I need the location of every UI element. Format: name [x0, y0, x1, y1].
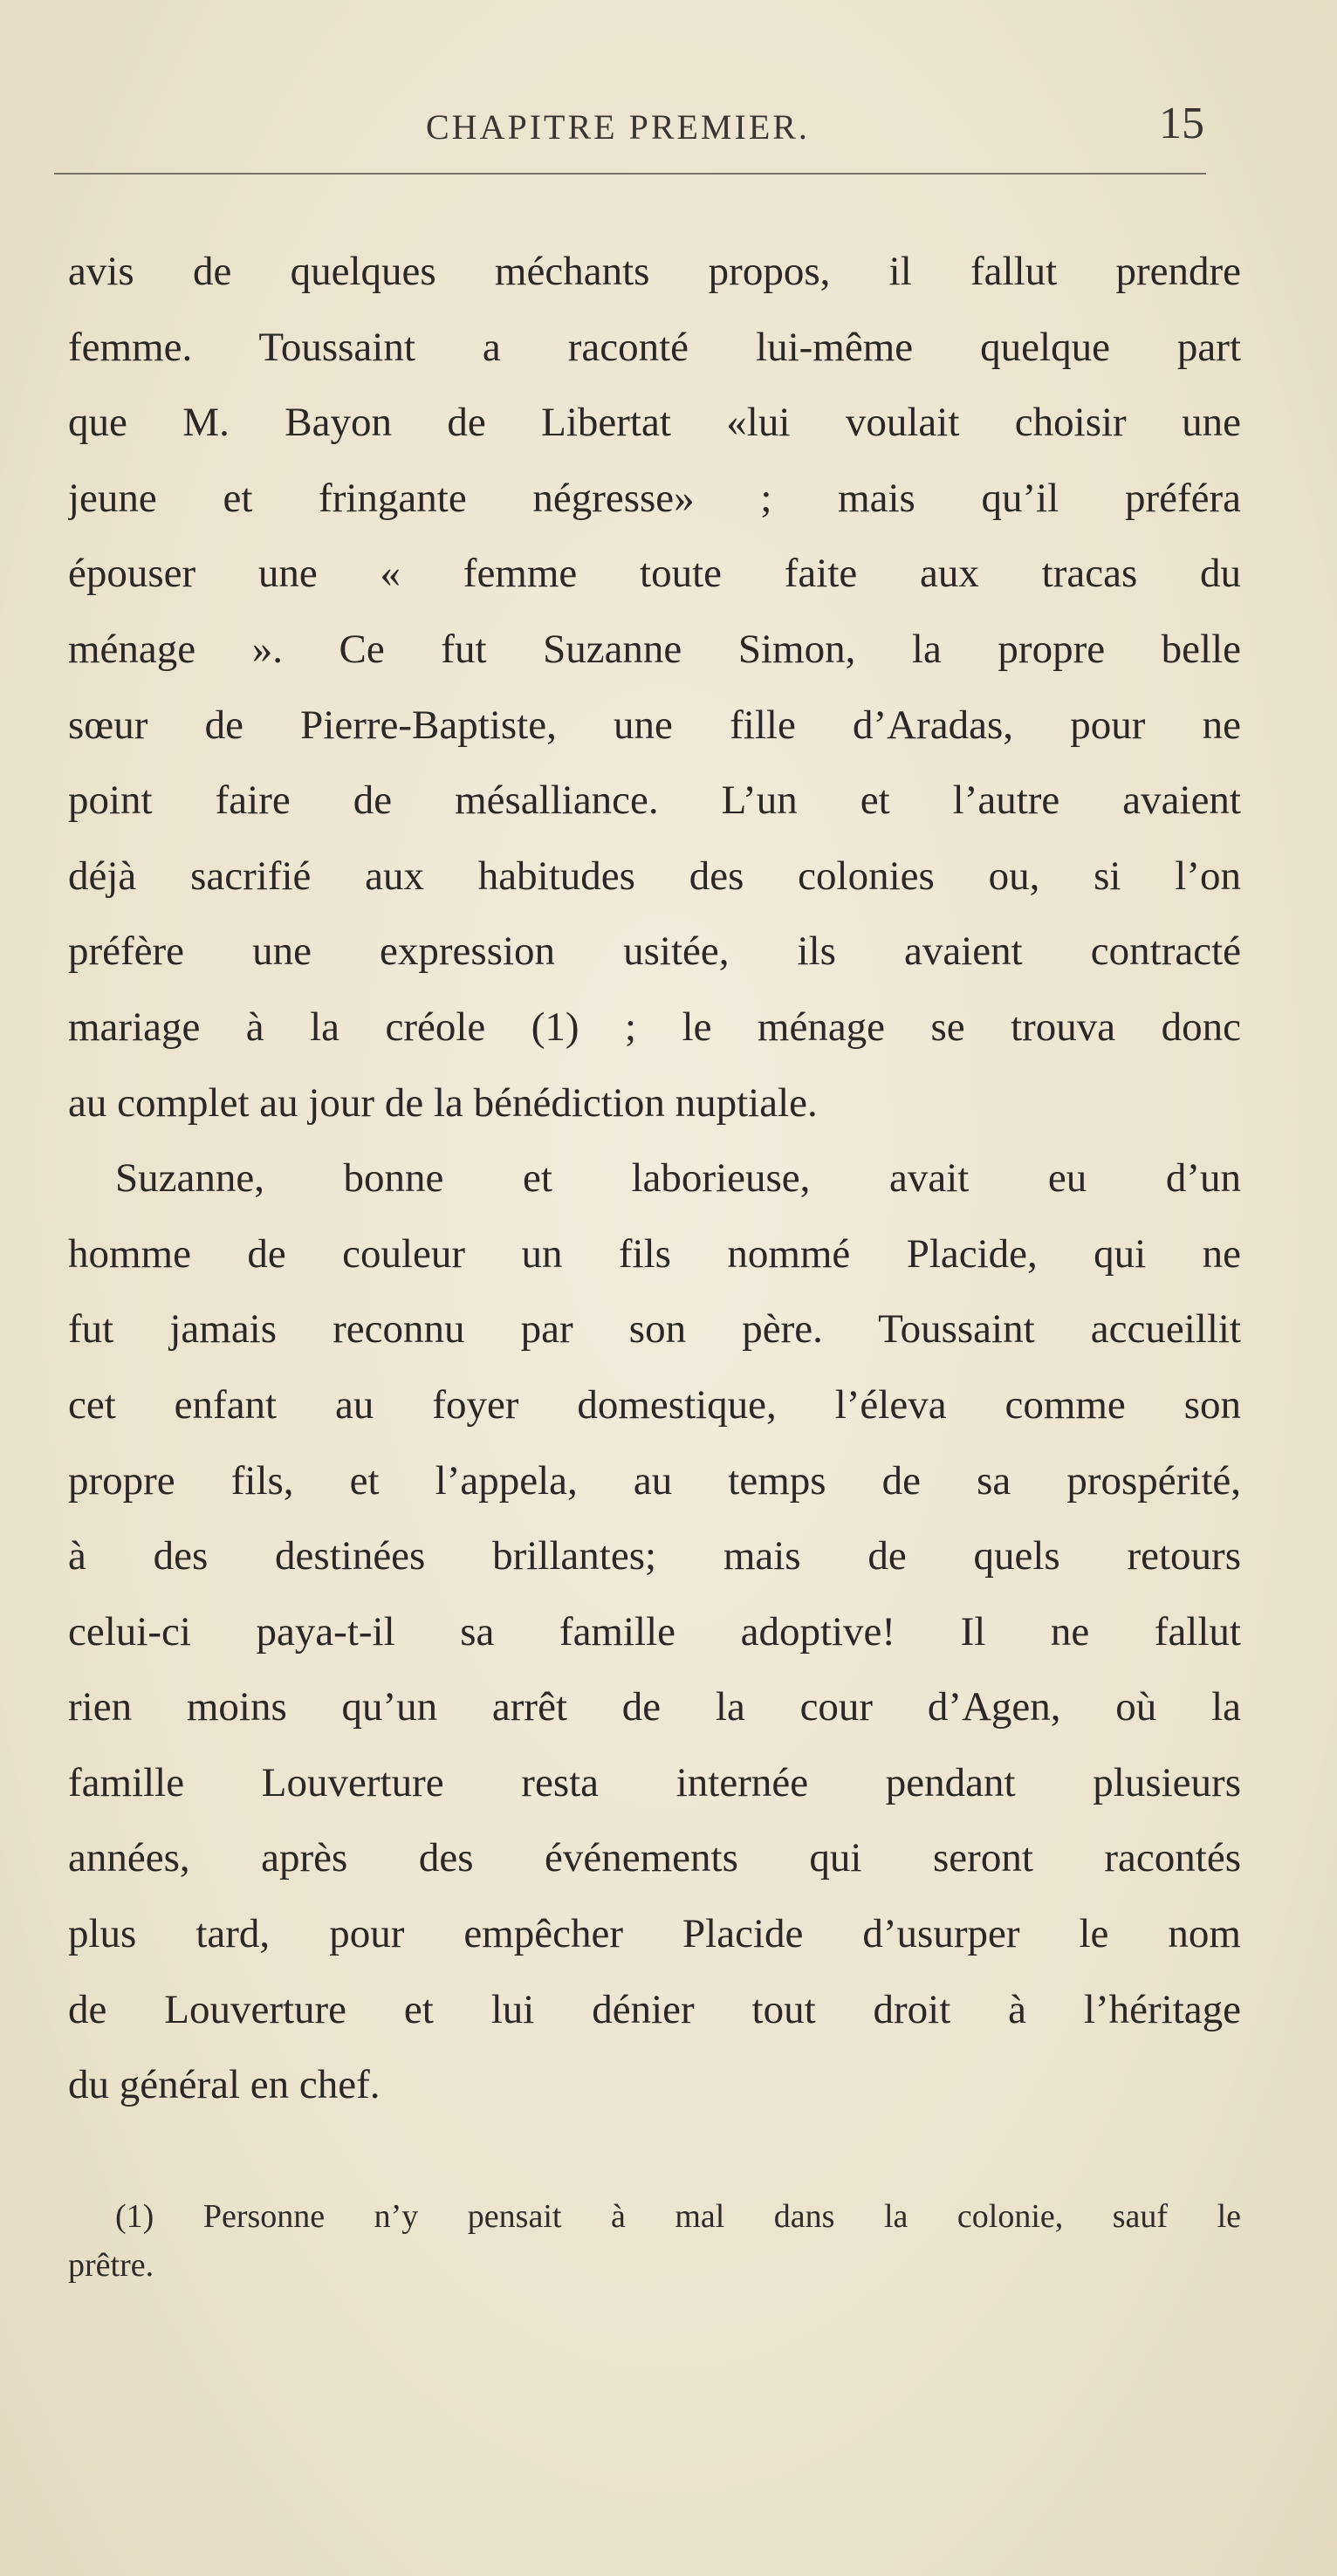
footnote-line: prêtre. [68, 2247, 154, 2284]
text-line: épouser une « femme toute faite aux tracas du [68, 551, 1241, 597]
body-text [68, 234, 1241, 2123]
text-line: de Louverture et lui dénier tout droit à l’héritage [68, 1986, 1241, 2032]
text-line: que M. Bayon de Libertat «lui voulait choisir une [68, 400, 1241, 446]
header-rule [54, 173, 1206, 175]
text-line: point faire de mésalliance. L’un et l’autre avaient [68, 778, 1241, 824]
chapter-title: CHAPITRE PREMIER. [426, 107, 810, 147]
text-line: du général en chef. [68, 2062, 381, 2108]
text-line: mariage à la créole (1) ; le ménage se trouva donc [68, 1004, 1241, 1050]
text-line: homme de couleur un fils nommé Placide, qui ne [68, 1230, 1241, 1277]
text-line: celui-ci paya-t-il sa famille adoptive! Il ne fallut [68, 1608, 1241, 1655]
text-line: propre fils, et l’appela, au temps de sa prospérité, [68, 1457, 1241, 1504]
text-line: préfère une expression usitée, ils avaient contracté [68, 928, 1241, 975]
text-line: plus tard, pour empêcher Placide d’usurper le nom [68, 1911, 1241, 1957]
footnote [68, 2192, 1241, 2290]
running-head [68, 94, 1204, 164]
text-line: au complet au jour de la bénédiction nuptiale. [68, 1079, 818, 1126]
text-line: ménage ». Ce fut Suzanne Simon, la propre belle [68, 626, 1241, 672]
text-line: famille Louverture resta internée pendant plusieurs [68, 1759, 1241, 1805]
text-line: années, après des événements qui seront racontés [68, 1835, 1241, 1881]
text-line: rien moins qu’un arrêt de la cour d’Agen, où la [68, 1684, 1241, 1730]
page-number: 15 [1159, 99, 1204, 148]
text-line: fut jamais reconnu par son père. Toussaint accueillit [68, 1306, 1241, 1353]
text-line: jeune et fringante négresse» ; mais qu’il préféra [68, 475, 1241, 521]
footnote-line: (1) Personne n’y pensait à mal dans la colonie, sauf le [115, 2198, 1241, 2235]
text-line: femme. Toussaint a raconté lui-même quelque part [68, 324, 1241, 370]
text-line: avis de quelques méchants propos, il fallut prendre [68, 249, 1241, 294]
text-line: sœur de Pierre-Baptiste, une fille d’Aradas, pour ne [68, 702, 1241, 748]
text-line: déjà sacrifié aux habitudes des colonies ou, si l’on [68, 853, 1241, 899]
text-line: Suzanne, bonne et laborieuse, avait eu d’un [115, 1155, 1241, 1202]
text-line: à des destinées brillantes; mais de quels retours [68, 1533, 1241, 1579]
text-line: cet enfant au foyer domestique, l’éleva comme son [68, 1381, 1241, 1428]
